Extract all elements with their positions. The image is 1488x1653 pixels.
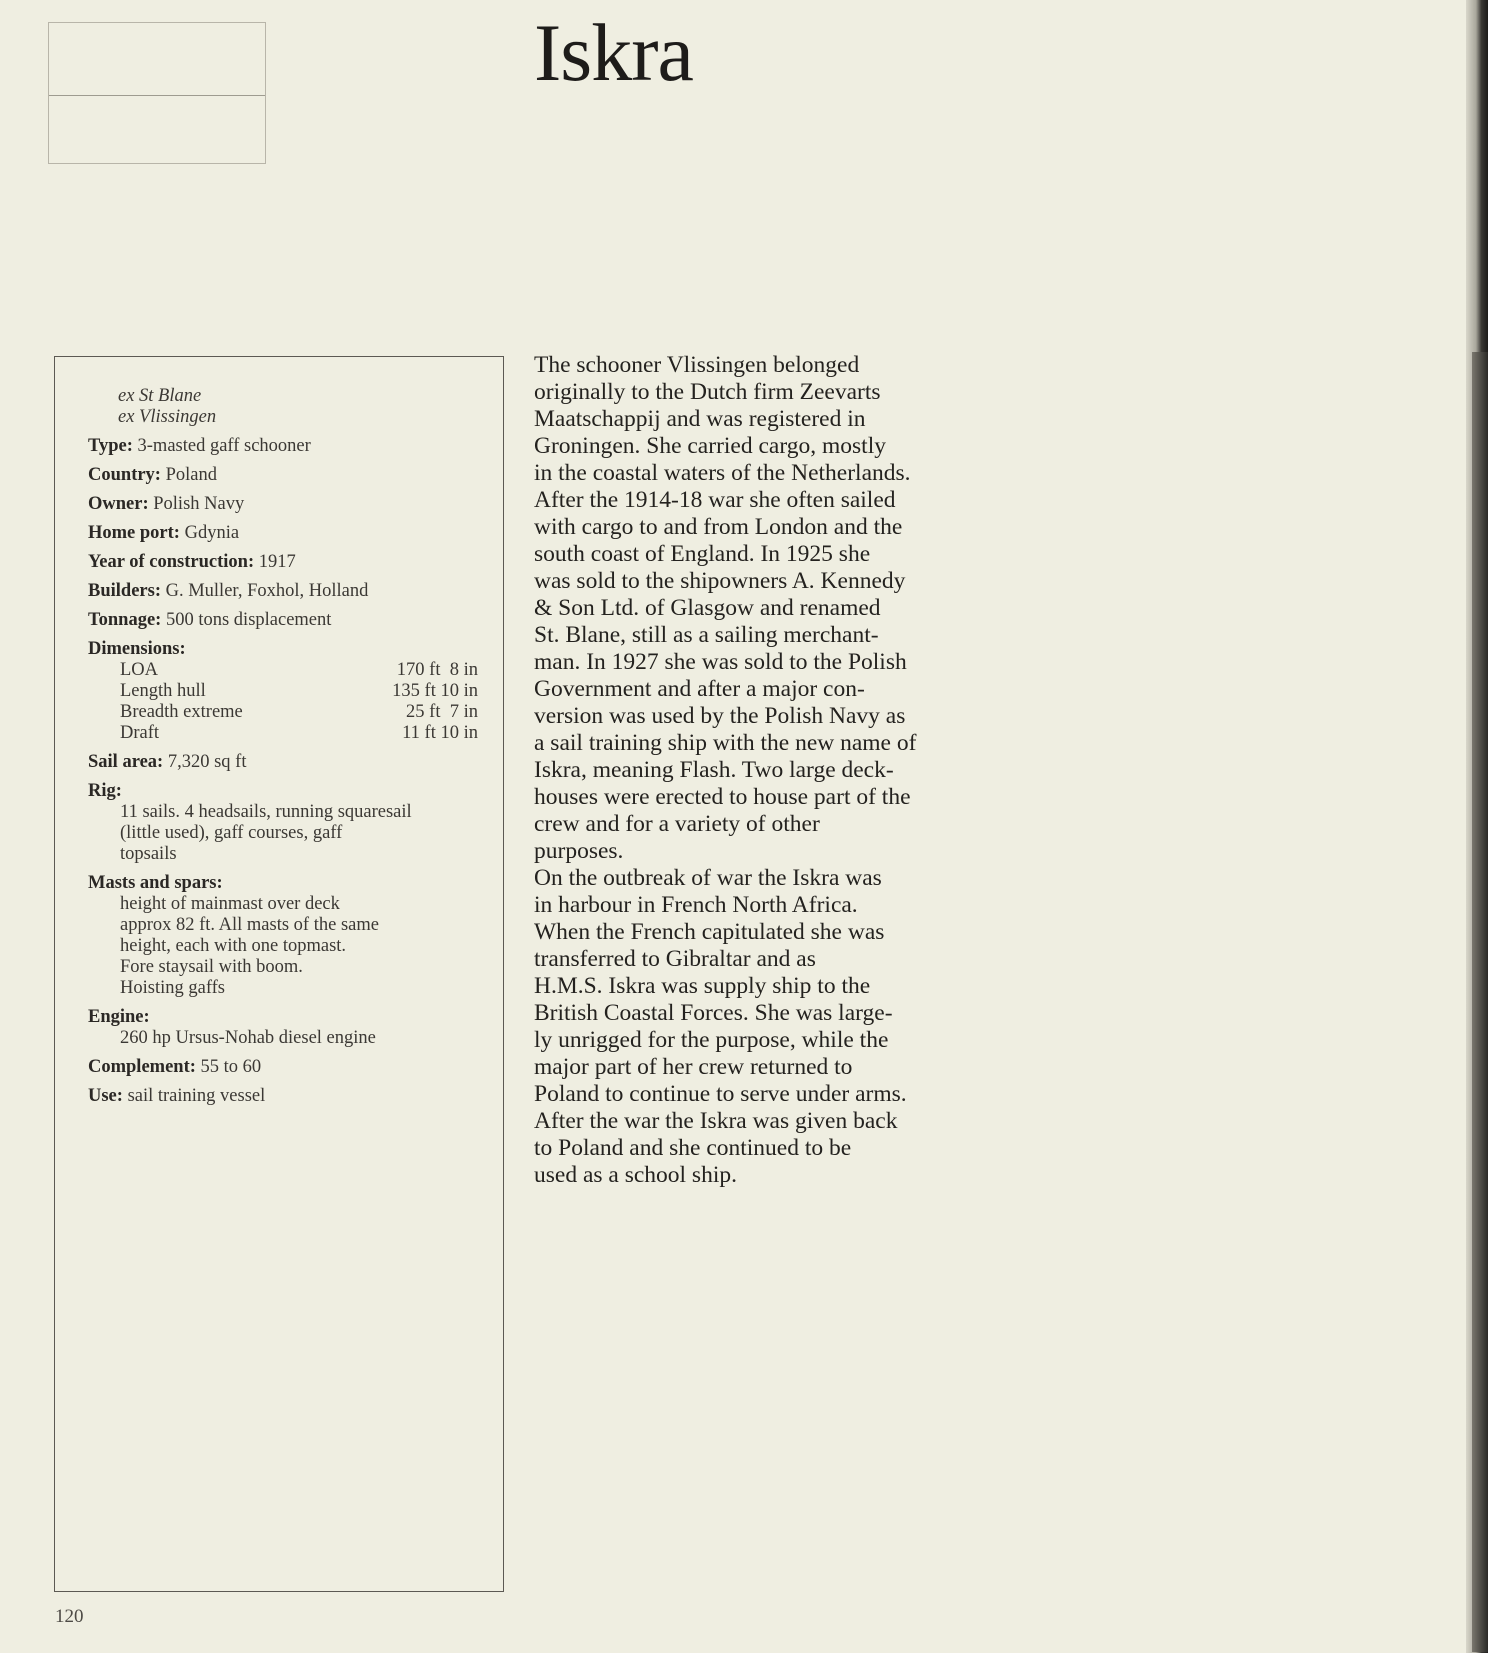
spec-use — [88, 1086, 478, 1107]
spec-complement — [88, 1057, 478, 1078]
dimension-value: 25 ft 7 in — [406, 702, 478, 722]
gutter-shadow — [1472, 352, 1488, 1652]
dimension-name: LOA — [120, 660, 159, 680]
text-line: After the war the Iskra was given back — [534, 1108, 898, 1134]
text-line: with cargo to and from London and the — [534, 514, 903, 540]
spec-value: sail training vessel — [127, 1086, 266, 1106]
spec-home-port — [88, 523, 478, 544]
text-line: man. In 1927 she was sold to the Polish — [534, 649, 907, 675]
dimension-row — [88, 702, 478, 723]
text-line: originally to the Dutch firm Zeevarts — [534, 379, 881, 405]
text-line: transferred to Gibraltar and as — [534, 946, 816, 972]
paragraph-history — [534, 352, 984, 865]
text-line: south coast of England. In 1925 she — [534, 541, 871, 567]
spec-line: (little used), gaff courses, gaff — [120, 823, 343, 843]
page-number: 120 — [55, 1606, 84, 1627]
text-line: was sold to the shipowners A. Kennedy — [534, 568, 906, 594]
text-line: British Coastal Forces. She was large- — [534, 1000, 893, 1026]
dimension-row — [88, 660, 478, 681]
spec-label: Use: — [88, 1086, 123, 1106]
text-line: The schooner Vlissingen belonged — [534, 352, 860, 378]
text-line: in harbour in French North Africa. — [534, 892, 858, 918]
page-gutter-edge — [1466, 0, 1488, 1653]
spec-label: Dimensions: — [88, 639, 186, 659]
spec-label: Type: — [88, 436, 133, 456]
text-line: Groningen. She carried cargo, mostly — [534, 433, 886, 459]
text-line: used as a school ship. — [534, 1162, 737, 1188]
text-line: to Poland and she continued to be — [534, 1135, 852, 1161]
article-body — [534, 352, 984, 1189]
dimension-name: Draft — [120, 723, 160, 743]
spec-label: Sail area: — [88, 752, 164, 772]
text-line: Government and after a major con- — [534, 676, 865, 702]
spec-type — [88, 436, 478, 457]
spec-label: Complement: — [88, 1057, 196, 1077]
text-line: When the French capitulated she was — [534, 919, 885, 945]
spec-value: Poland — [165, 465, 217, 485]
dimension-value: 170 ft 8 in — [396, 660, 478, 680]
spec-value: 55 to 60 — [200, 1057, 262, 1077]
text-line: a sail training ship with the new name of — [534, 730, 917, 756]
text-line: purposes. — [534, 838, 624, 864]
spec-value: 3-masted gaff schooner — [137, 436, 311, 456]
spec-dimensions — [88, 639, 478, 744]
spec-line: 11 sails. 4 headsails, running squaresail — [120, 802, 412, 822]
text-line: St. Blane, still as a sailing merchant- — [534, 622, 879, 648]
flag-divider — [49, 95, 265, 96]
spec-label: Builders: — [88, 581, 161, 601]
dimension-name: Breadth extreme — [120, 702, 243, 722]
spec-owner — [88, 494, 478, 515]
dimension-row — [88, 681, 478, 702]
page-title: Iskra — [534, 7, 693, 98]
dimension-value: 135 ft 10 in — [392, 681, 478, 701]
spec-label: Masts and spars: — [88, 873, 223, 893]
spec-masts — [88, 873, 478, 999]
spec-value: 7,320 sq ft — [167, 752, 247, 772]
text-line: major part of her crew returned to — [534, 1054, 853, 1080]
spec-rig — [88, 781, 478, 865]
text-line: After the 1914-18 war she often sailed — [534, 487, 896, 513]
text-line: Iskra, meaning Flash. Two large deck- — [534, 757, 894, 783]
text-line: version was used by the Polish Navy as — [534, 703, 906, 729]
text-line: in the coastal waters of the Netherlands. — [534, 460, 911, 486]
spec-label: Country: — [88, 465, 161, 485]
text-line: & Son Ltd. of Glasgow and renamed — [534, 595, 881, 621]
text-line: ly unrigged for the purpose, while the — [534, 1027, 889, 1053]
spec-value: Polish Navy — [153, 494, 245, 514]
text-line: crew and for a variety of other — [534, 811, 820, 837]
spec-year — [88, 552, 478, 573]
spec-country — [88, 465, 478, 486]
spec-value: 1917 — [258, 552, 296, 572]
spec-line: height, each with one topmast. — [120, 936, 347, 956]
spec-value: Gdynia — [184, 523, 240, 543]
spec-tonnage — [88, 610, 478, 631]
spec-engine — [88, 1007, 478, 1049]
flag-placeholder — [48, 22, 266, 164]
dimension-name: Length hull — [120, 681, 206, 701]
spec-line: approx 82 ft. All masts of the same — [120, 915, 379, 935]
text-line: houses were erected to house part of the — [534, 784, 911, 810]
dimension-row — [88, 723, 478, 744]
spec-builders — [88, 581, 478, 602]
text-line: On the outbreak of war the Iskra was — [534, 865, 882, 891]
spec-line: topsails — [120, 844, 177, 864]
former-name: ex Vlissingen — [118, 407, 217, 427]
spec-line: Fore staysail with boom. — [120, 957, 303, 977]
spec-label: Tonnage: — [88, 610, 162, 630]
spec-label: Home port: — [88, 523, 180, 543]
spec-line: 260 hp Ursus-Nohab diesel engine — [120, 1028, 376, 1048]
dimension-value: 11 ft 10 in — [402, 723, 478, 743]
text-line: Maatschappij and was registered in — [534, 406, 866, 432]
spec-label: Engine: — [88, 1007, 150, 1027]
spec-line: height of mainmast over deck — [120, 894, 340, 914]
spec-line: Hoisting gaffs — [120, 978, 226, 998]
former-name: ex St Blane — [118, 386, 202, 406]
spec-label: Rig: — [88, 781, 122, 801]
paragraph-war — [534, 865, 984, 1189]
spec-label: Owner: — [88, 494, 149, 514]
spec-label: Year of construction: — [88, 552, 255, 572]
specifications-list — [88, 386, 478, 1107]
spec-value: 500 tons displacement — [165, 610, 332, 630]
text-line: H.M.S. Iskra was supply ship to the — [534, 973, 871, 999]
spec-value: G. Muller, Foxhol, Holland — [165, 581, 369, 601]
spec-sail-area — [88, 752, 478, 773]
text-line: Poland to continue to serve under arms. — [534, 1081, 907, 1107]
